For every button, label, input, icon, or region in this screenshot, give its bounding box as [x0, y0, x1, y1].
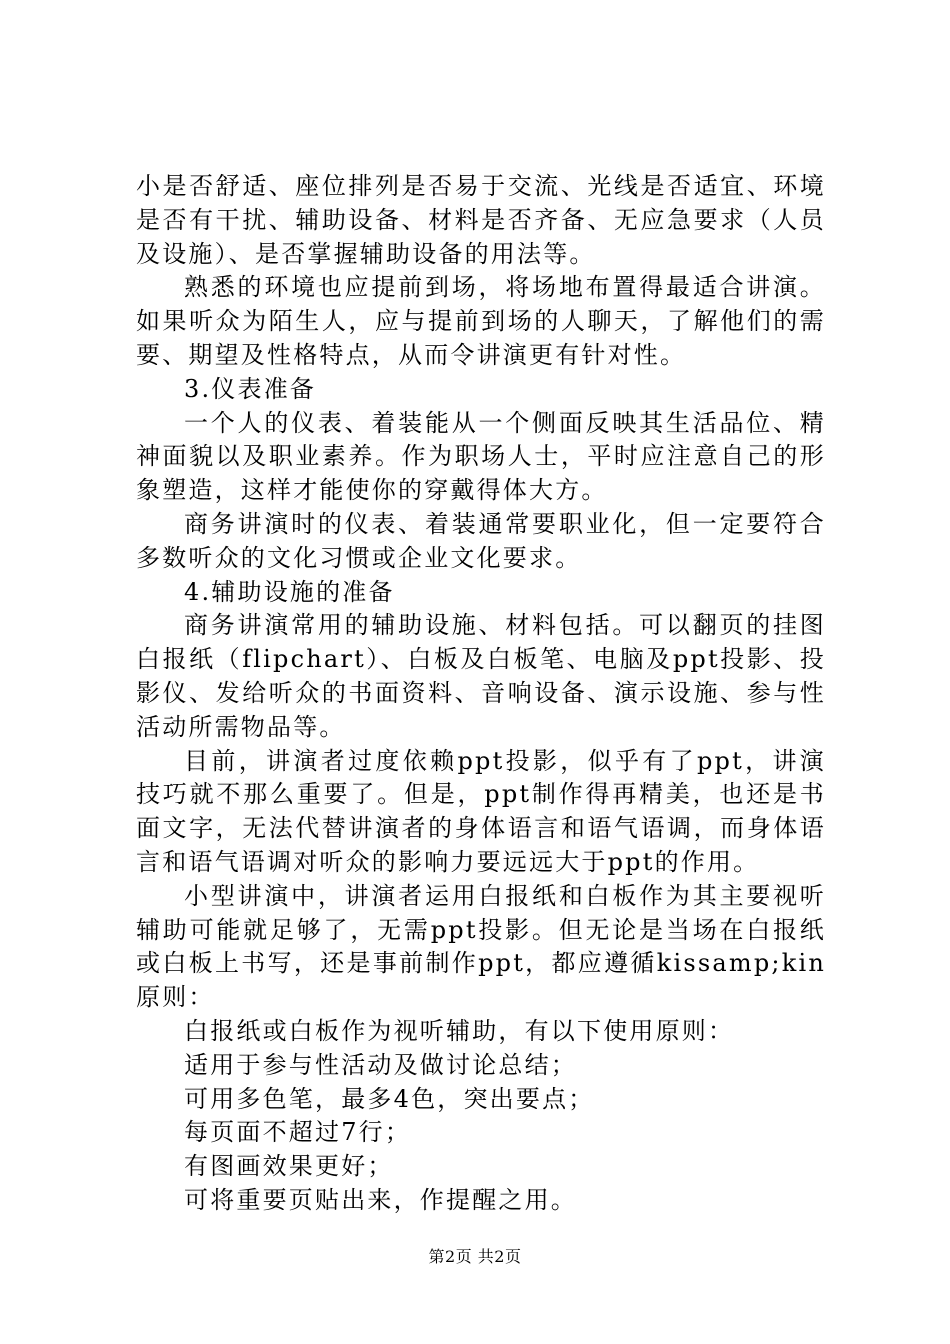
document-body — [136, 170, 826, 1218]
paragraph: 小型讲演中，讲演者运用白报纸和白板作为其主要视听辅助可能就足够了，无需ppt投影。但无论是当场在白报纸或白板上书写，还是事前制作ppt，都应遵循kissamp;kin原则： — [136, 881, 826, 1012]
paragraph: 商务讲演时的仪表、着装通常要职业化，但一定要符合多数听众的文化习惯或企业文化要求。 — [136, 509, 826, 572]
list-item: 每页面不超过7行； — [184, 1118, 412, 1147]
paragraph: 白报纸或白板作为视听辅助，有以下使用原则： — [184, 1016, 735, 1045]
paragraph: 小是否舒适、座位排列是否易于交流、光线是否适宜、环境是否有干扰、辅助设备、材料是否齐备、无应急要求（人员及设施）、是否掌握辅助设备的用法等。 — [136, 172, 826, 268]
paragraph: 商务讲演常用的辅助设施、材料包括。可以翻页的挂图白报纸（flipchart）、白板及白板笔、电脑及ppt投影、投影仪、发给听众的书面资料、音响设备、演示设施、参与性活动所需物品等。 — [136, 611, 826, 741]
list-item: 适用于参与性活动及做讨论总结； — [184, 1050, 577, 1079]
list-item: 有图画效果更好； — [184, 1152, 394, 1181]
paragraph: 目前，讲演者过度依赖ppt投影，似乎有了ppt，讲演技巧就不那么重要了。但是，ppt制作得再精美，也还是书面文字，无法代替讲演者的身体语言和语气语调，而身体语言和语气语调对听众的影响力要远远大于ppt的作用。 — [136, 746, 826, 876]
list-item: 可将重要页贴出来，作提醒之用。 — [184, 1185, 577, 1214]
paragraph: 熟悉的环境也应提前到场，将场地布置得最适合讲演。如果听众为陌生人，应与提前到场的人聊天，了解他们的需要、期望及性格特点，从而令讲演更有针对性。 — [136, 273, 826, 369]
page-number-footer: 第2页 共2页 — [428, 1247, 522, 1266]
list-item: 可用多色笔，最多4色，突出要点； — [184, 1084, 595, 1113]
section-heading: 3.仪表准备 — [184, 374, 317, 403]
paragraph: 一个人的仪表、着装能从一个侧面反映其生活品位、精神面貌以及职业素养。作为职场人士，平时应注意自己的形象塑造，这样才能使你的穿戴得体大方。 — [136, 408, 826, 505]
section-heading: 4.辅助设施的准备 — [184, 577, 395, 606]
